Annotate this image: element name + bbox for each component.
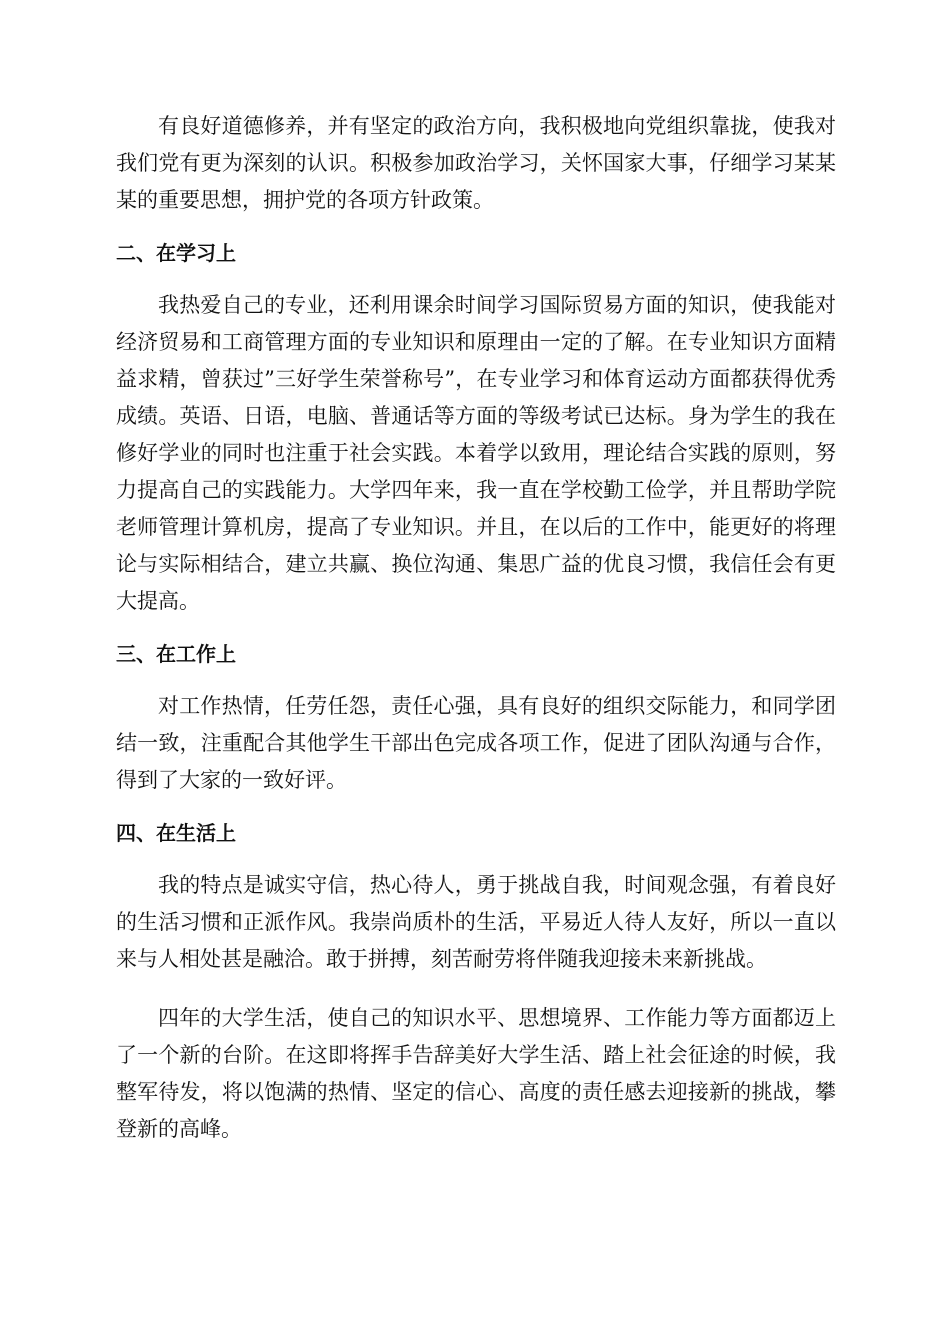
paragraph-study: 我热爱自己的专业，还利用课余时间学习国际贸易方面的知识，使我能对经济贸易和工商管理方面的专业知识和原理由一定的了解。在专业知识方面精益求精，曾获过”三好学生荣誉称号”，在专业学习和体育运动方面都获得优秀成绩。英语、日语，电脑、普通话等方面的等级考试已达标。身为学生的我在修好学业的同时也注重于社会实践。本着学以致用，理论结合实践的原则，努力提高自己的实践能力。大学四年来，我一直在学校勤工俭学，并且帮助学院老师管理计算机房，提高了专业知识。并且，在以后的工作中，能更好的将理论与实际相结合，建立共赢、换位沟通、集思广益的优良习惯，我信任会有更大提高。 [116, 293, 836, 613]
heading-work: 三、在工作上 [116, 642, 236, 666]
paragraph-political: 有良好道德修养，并有坚定的政治方向，我积极地向党组织靠拢，使我对我们党有更为深刻的认识。积极参加政治学习，关怀国家大事，仔细学习某某某的重要思想，拥护党的各项方针政策。 [116, 114, 836, 212]
paragraph-life: 我的特点是诚实守信，热心待人，勇于挑战自我，时间观念强，有着良好的生活习惯和正派作风。我崇尚质朴的生活，平易近人待人友好，所以一直以来与人相处甚是融洽。敢于拼搏，刻苦耐劳将伴随我迎接未来新挑战。 [116, 873, 836, 971]
paragraph-conclusion: 四年的大学生活，使自己的知识水平、思想境界、工作能力等方面都迈上了一个新的台阶。在这即将挥手告辞美好大学生活、踏上社会征途的时候，我整军待发，将以饱满的热情、坚定的信心、高度的责任感去迎接新的挑战，攀登新的高峰。 [116, 1006, 836, 1141]
heading-study: 二、在学习上 [116, 241, 236, 265]
heading-life: 四、在生活上 [116, 821, 236, 845]
paragraph-work: 对工作热情，任劳任怨，责任心强，具有良好的组织交际能力，和同学团结一致，注重配合其他学生干部出色完成各项工作，促进了团队沟通与合作，得到了大家的一致好评。 [116, 694, 836, 792]
document-page [116, 108, 836, 1148]
